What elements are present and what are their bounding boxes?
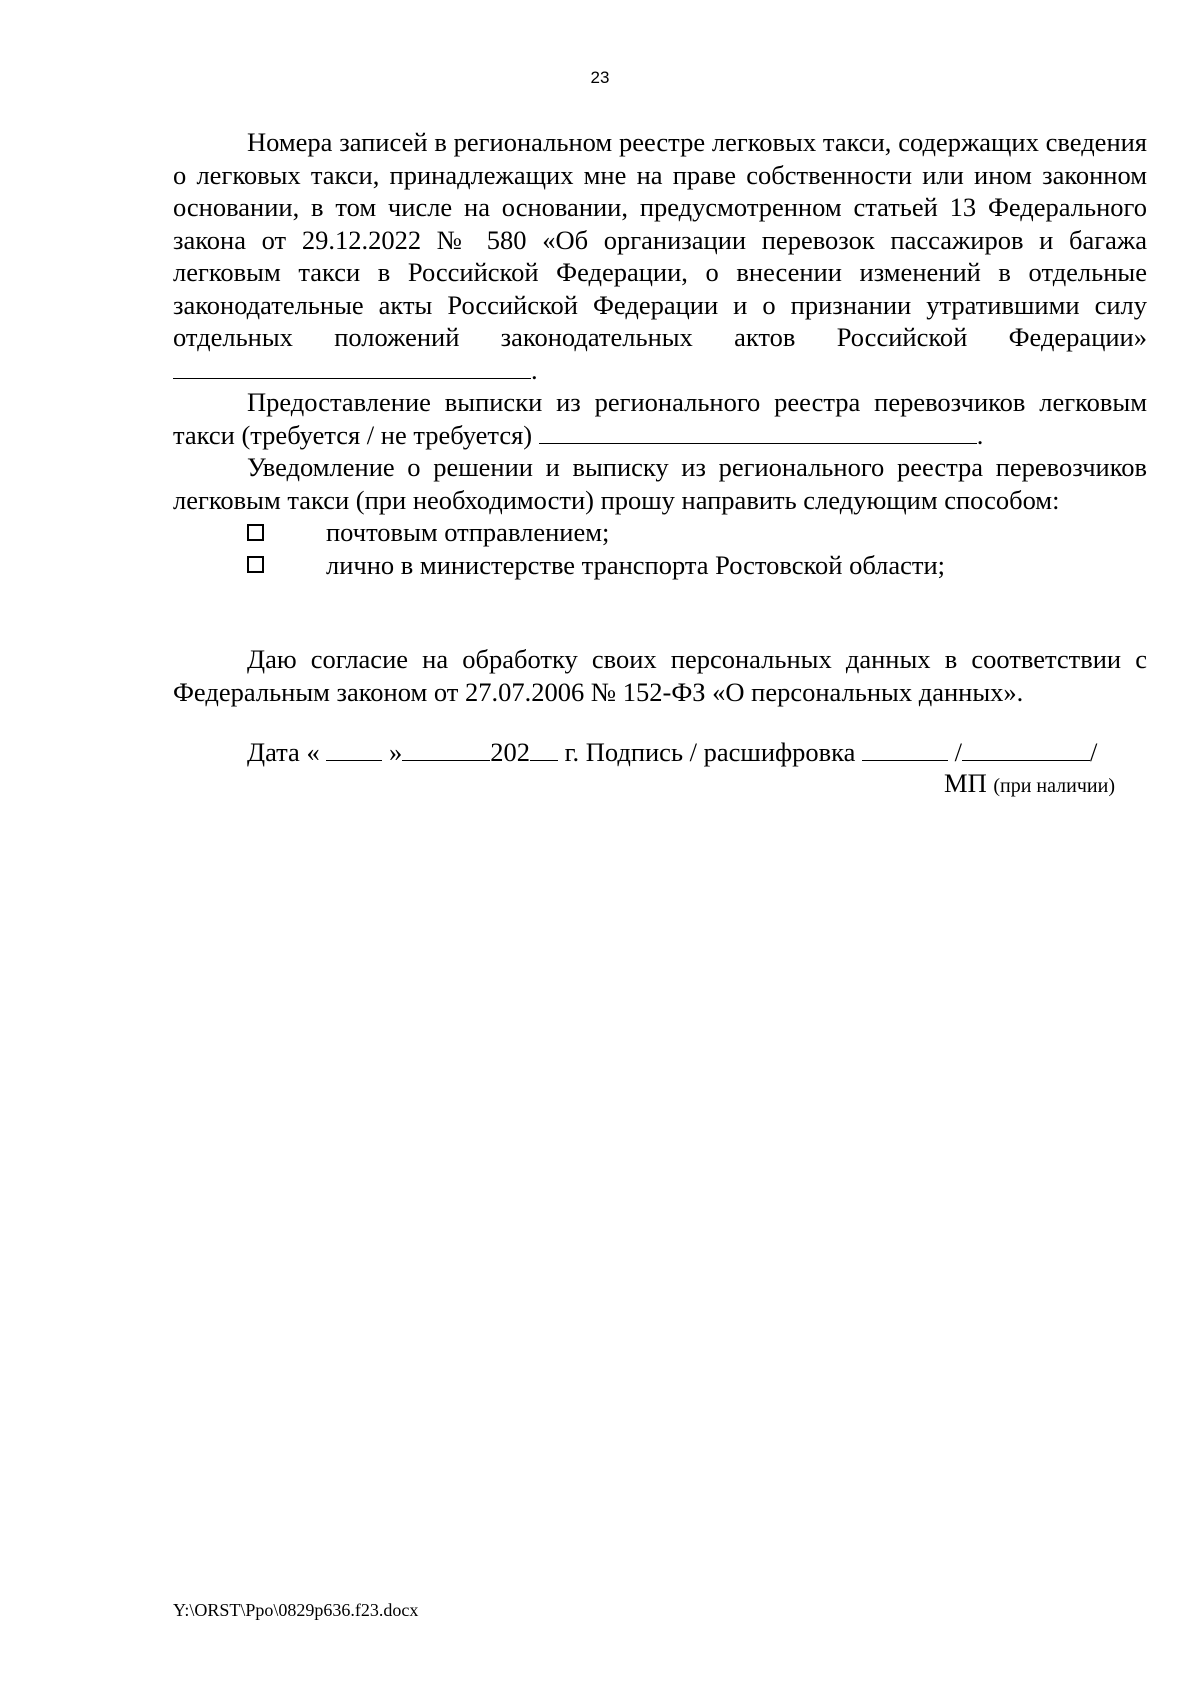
- signature-line: [173, 736, 1147, 769]
- extract-end: .: [976, 419, 984, 450]
- records-end: .: [531, 354, 538, 385]
- notification-paragraph: Уведомление о решении и выписку из регионального реестра перевозчиков легковым такси (при необходимости) прошу направить следующим способом:: [173, 452, 1147, 515]
- extract-text: Предоставление выписки из регионального реестра перевозчиков легковым такси (требуется / не требуется): [173, 387, 1147, 450]
- consent-paragraph: Даю согласие на обработку своих персональных данных в соответствии с Федеральным законом от 27.07.2006 № 152-ФЗ «О персональных данных».: [173, 644, 1147, 707]
- signature-fill-line[interactable]: [862, 736, 948, 761]
- checkbox-in-person[interactable]: [247, 556, 264, 573]
- page-number: 23: [590, 68, 610, 87]
- checkbox-mail[interactable]: [247, 524, 264, 541]
- document-body: [173, 126, 1147, 802]
- slash-1: /: [954, 737, 963, 767]
- stamp-label: МП: [944, 767, 987, 798]
- stamp-note: (при наличии): [993, 774, 1115, 797]
- quote-close: »: [388, 737, 403, 767]
- year-prefix: 202: [490, 737, 530, 767]
- extract-paragraph: [173, 386, 1147, 451]
- stamp-line: [173, 767, 1147, 803]
- extract-fill-line[interactable]: [539, 419, 977, 444]
- option-mail-label: почтовым отправлением;: [326, 517, 610, 547]
- year-fill-line[interactable]: [530, 736, 558, 761]
- records-fill-line[interactable]: [173, 354, 531, 379]
- option-mail[interactable]: [173, 516, 1147, 549]
- date-label: Дата «: [247, 737, 320, 767]
- option-in-person[interactable]: [173, 549, 1147, 582]
- records-text: Номера записей в региональном реестре легковых такси, содержащих сведения о легковых такси, принадлежащих мне на праве собственности или ином законном основании, в том числе на основании, предусмотренном статьей 13 Федерального закона от 29.12.2022 № 580 «Об организации перевозок пассажиров и багажа легковым такси в Российской Федерации, о внесении изменений в отдельные законодательные акты Российской Федерации и о признании утратившими силу отдельных положений законодательных актов Российской Федерации»: [173, 127, 1147, 352]
- slash-2: /: [1090, 737, 1098, 767]
- day-fill-line[interactable]: [326, 736, 382, 761]
- option-in-person-label: лично в министерстве транспорта Ростовской области;: [326, 549, 946, 580]
- month-fill-line[interactable]: [402, 736, 490, 761]
- transcript-fill-line[interactable]: [962, 736, 1090, 761]
- signature-label: г. Подпись / расшифровка: [564, 737, 856, 767]
- records-paragraph: [173, 126, 1147, 386]
- file-path-footer: Y:\ORST\Рро\0829р636.f23.docx: [173, 1600, 419, 1620]
